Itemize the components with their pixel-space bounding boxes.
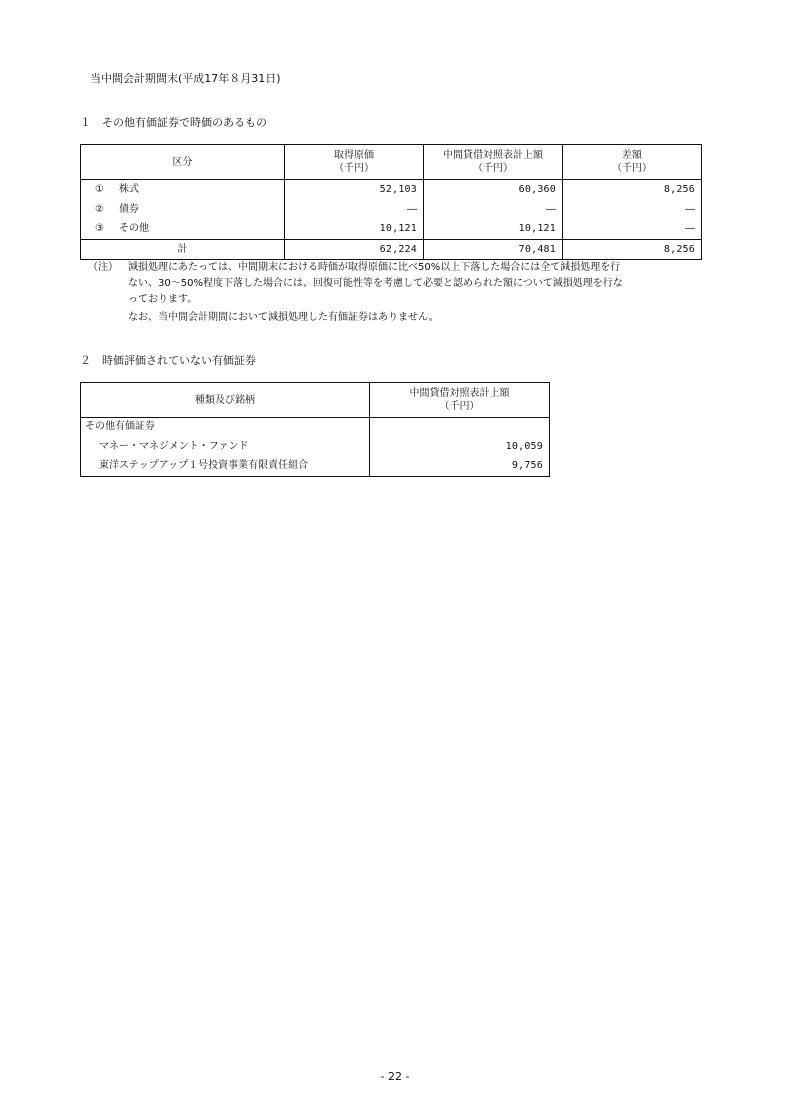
section2-title: ２ 時価評価されていない有価証券 bbox=[80, 354, 256, 367]
group-label: その他有価証券 bbox=[81, 418, 370, 437]
row-mark: ② bbox=[95, 203, 104, 215]
header-book-value: 中間貸借対照表計上額 （千円） bbox=[370, 383, 550, 418]
book-value-cell: 9,756 bbox=[370, 457, 550, 477]
note-line: なお、当中間会計期間において減損処理した有価証券はありません。 bbox=[128, 312, 439, 323]
table-row bbox=[81, 220, 702, 240]
table-row bbox=[81, 457, 550, 477]
section1-title: １ その他有価証券で時価のあるもの bbox=[80, 116, 267, 129]
cost-cell: 10,121 bbox=[285, 220, 424, 240]
row-name: 株式 bbox=[119, 183, 139, 195]
total-row bbox=[81, 240, 702, 260]
row-mark: ③ bbox=[95, 223, 104, 235]
cost-cell: ― bbox=[285, 200, 424, 220]
table-row bbox=[81, 437, 550, 457]
book-value-cell: 60,360 bbox=[424, 180, 563, 200]
book-value-cell: ― bbox=[424, 200, 563, 220]
page-heading: 当中間会計期間末(平成17年８月31日) bbox=[90, 72, 281, 85]
total-difference: 8,256 bbox=[563, 240, 702, 260]
group-row bbox=[81, 418, 550, 437]
note-label: （注） bbox=[88, 262, 118, 273]
security-name: マネー・マネジメント・ファンド bbox=[81, 437, 370, 457]
security-name: 東洋ステップアップ１号投資事業有限責任組合 bbox=[81, 457, 370, 477]
note-line: ない、30～50%程度下落した場合には、回復可能性等を考慮して必要と認められた額について減損処理を行な bbox=[128, 278, 623, 289]
row-mark: ① bbox=[95, 183, 104, 195]
row-name: 債券 bbox=[119, 203, 139, 215]
total-label: 計 bbox=[81, 240, 285, 260]
page-number: - 22 - bbox=[380, 1070, 410, 1083]
total-book-value: 70,481 bbox=[424, 240, 563, 260]
book-value-cell: 10,059 bbox=[370, 437, 550, 457]
table-row bbox=[81, 200, 702, 220]
difference-cell: ― bbox=[563, 200, 702, 220]
difference-cell: ― bbox=[563, 220, 702, 240]
table-row bbox=[81, 180, 702, 200]
difference-cell: 8,256 bbox=[563, 180, 702, 200]
header-cost: 取得原価 （千円） bbox=[285, 145, 424, 180]
cost-cell: 52,103 bbox=[285, 180, 424, 200]
securities-with-market-value-table bbox=[80, 144, 702, 260]
note-line: 減損処理にあたっては、中間期末における時価が取得原価に比べ50%以上下落した場合には全て減損処理を行 bbox=[128, 262, 621, 273]
book-value-cell: 10,121 bbox=[424, 220, 563, 240]
row-name: その他 bbox=[119, 223, 149, 235]
header-difference: 差額 （千円） bbox=[563, 145, 702, 180]
note-line: っております。 bbox=[128, 294, 198, 305]
total-cost: 62,224 bbox=[285, 240, 424, 260]
header-book-value: 中間貸借対照表計上額 （千円） bbox=[424, 145, 563, 180]
non-market-securities-table bbox=[80, 382, 550, 477]
header-type: 種類及び銘柄 bbox=[81, 383, 370, 418]
header-category: 区分 bbox=[81, 145, 285, 180]
